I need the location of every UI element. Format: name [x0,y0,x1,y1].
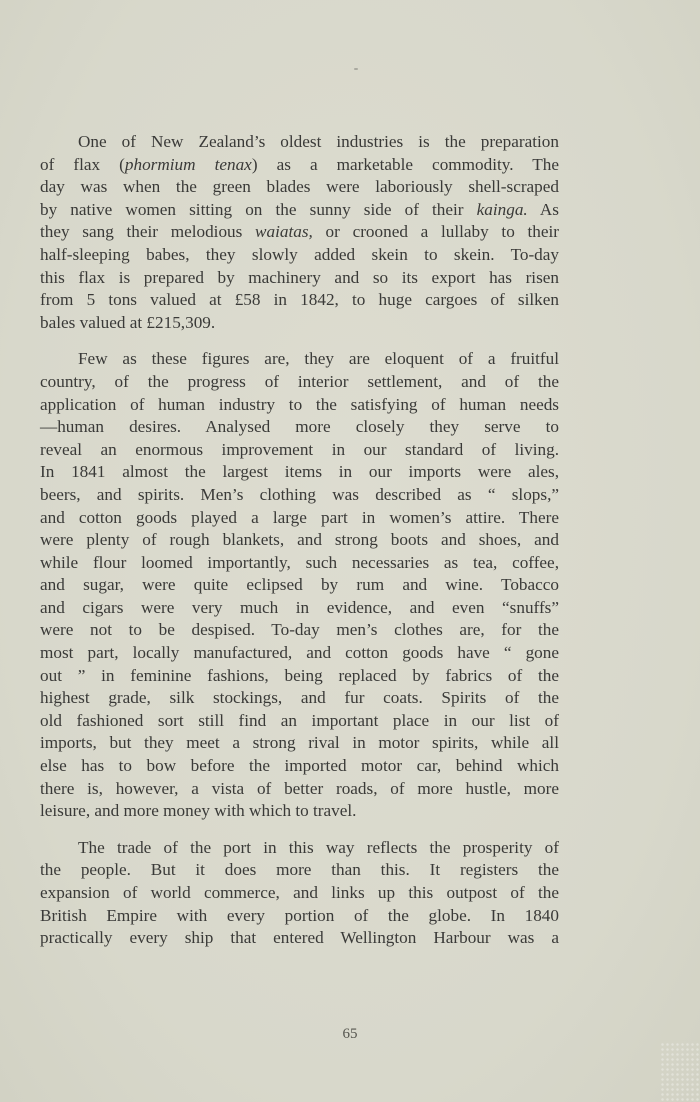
text-run: old fashioned sort still find an important place in our list of [40,710,559,730]
text-run: practically every ship that entered Wellington Harbour was a [40,928,559,948]
text-line [40,529,559,552]
text-run: out ” in feminine fashions, being replaced by fabrics of the [40,665,559,685]
text-line [40,507,559,530]
text-line [40,800,559,823]
text-line [40,416,559,439]
text-run: of flax ( [40,154,125,174]
italic-text-run: phormium tenax [124,154,252,174]
text-run: —human desires. Analysed more closely they serve to [40,417,559,437]
text-line [40,905,559,928]
text-run: by native women sitting on the sunny side of their [40,199,477,219]
print-speck [354,68,358,70]
text-line [40,267,559,290]
italic-text-run: waiatas, [255,222,313,242]
text-run: ) as a marketable commodity. The [251,154,559,174]
text-run: half-sleeping babes, they slowly added skein to skein. To-day [40,244,559,264]
text-line [40,348,559,371]
text-line [40,755,559,778]
text-run: and cigars were very much in evidence, and even “snuffs” [40,597,559,617]
text-line [40,244,559,267]
text-run: highest grade, silk stockings, and fur coats. Spirits of the [40,688,559,708]
text-line [40,371,559,394]
text-run: else has to bow before the imported motor car, behind which [40,756,559,776]
text-line [40,131,559,154]
text-run: bales valued at £215,309. [40,312,216,332]
text-line [40,619,559,642]
text-run: the people. But it does more than this. It registers the [40,860,559,880]
text-run: day was when the green blades were laboriously shell-scraped [40,177,559,197]
text-run: The trade of the port in this way reflects the prosperity of [78,837,559,857]
body-text [40,131,559,964]
text-line [40,394,559,417]
text-line [40,312,559,335]
text-line [40,882,559,905]
text-run: were plenty of rough blankets, and strong boots and shoes, and [40,530,559,550]
text-run: Few as these figures are, they are eloquent of a fruitful [78,349,559,369]
text-run: As [527,199,559,219]
text-run: they sang their melodious [40,222,256,242]
text-run: reveal an enormous improvement in our standard of living. [40,439,559,459]
paper-texture [660,1042,700,1102]
text-line [40,778,559,801]
text-run: beers, and spirits. Men’s clothing was described as “ slops,” [40,484,559,504]
text-run: from 5 tons valued at £58 in 1842, to huge cargoes of silken [40,290,559,310]
text-line [40,176,559,199]
text-run: One of New Zealand’s oldest industries is the preparation [78,132,559,151]
text-line [40,461,559,484]
text-run: while flour loomed importantly, such necessaries as tea, coffee, [40,552,559,572]
text-line [40,199,559,222]
text-run: and cotton goods played a large part in women’s attire. There [40,507,559,527]
italic-text-run: kainga. [476,199,528,219]
text-line [40,154,559,177]
text-line [40,221,559,244]
text-line [40,859,559,882]
text-line [40,710,559,733]
text-line [40,665,559,688]
text-run: were not to be despised. To-day men’s clothes are, for the [40,620,559,640]
text-line [40,597,559,620]
text-run: most part, locally manufactured, and cotton goods have “ gone [40,643,559,663]
text-run: In 1841 almost the largest items in our imports were ales, [40,462,559,482]
text-run: and sugar, were quite eclipsed by rum and wine. Tobacco [40,575,559,595]
page-number: 65 [342,1026,358,1042]
text-line [40,732,559,755]
text-line [40,289,559,312]
text-line [40,484,559,507]
text-line [40,687,559,710]
text-run: British Empire with every portion of the globe. In 1840 [40,905,559,925]
text-run: this flax is prepared by machinery and so its export has risen [40,267,559,287]
paragraph [40,131,559,334]
paragraph [40,837,559,950]
text-line [40,552,559,575]
text-run: leisure, and more money with which to travel. [40,801,357,821]
text-run: imports, but they meet a strong rival in motor spirits, while all [40,733,559,753]
text-line [40,439,559,462]
text-run: expansion of world commerce, and links up this outpost of the [40,883,559,902]
text-line [40,837,559,860]
text-line [40,642,559,665]
text-run: there is, however, a vista of better roads, of more hustle, more [40,778,559,798]
paragraph [40,348,559,822]
text-line [40,574,559,597]
text-line [40,927,559,950]
text-run: application of human industry to the satisfying of human needs [40,394,559,414]
text-run: or crooned a lullaby to their [312,222,559,242]
text-run: country, of the progress of interior settlement, and of the [40,371,559,391]
